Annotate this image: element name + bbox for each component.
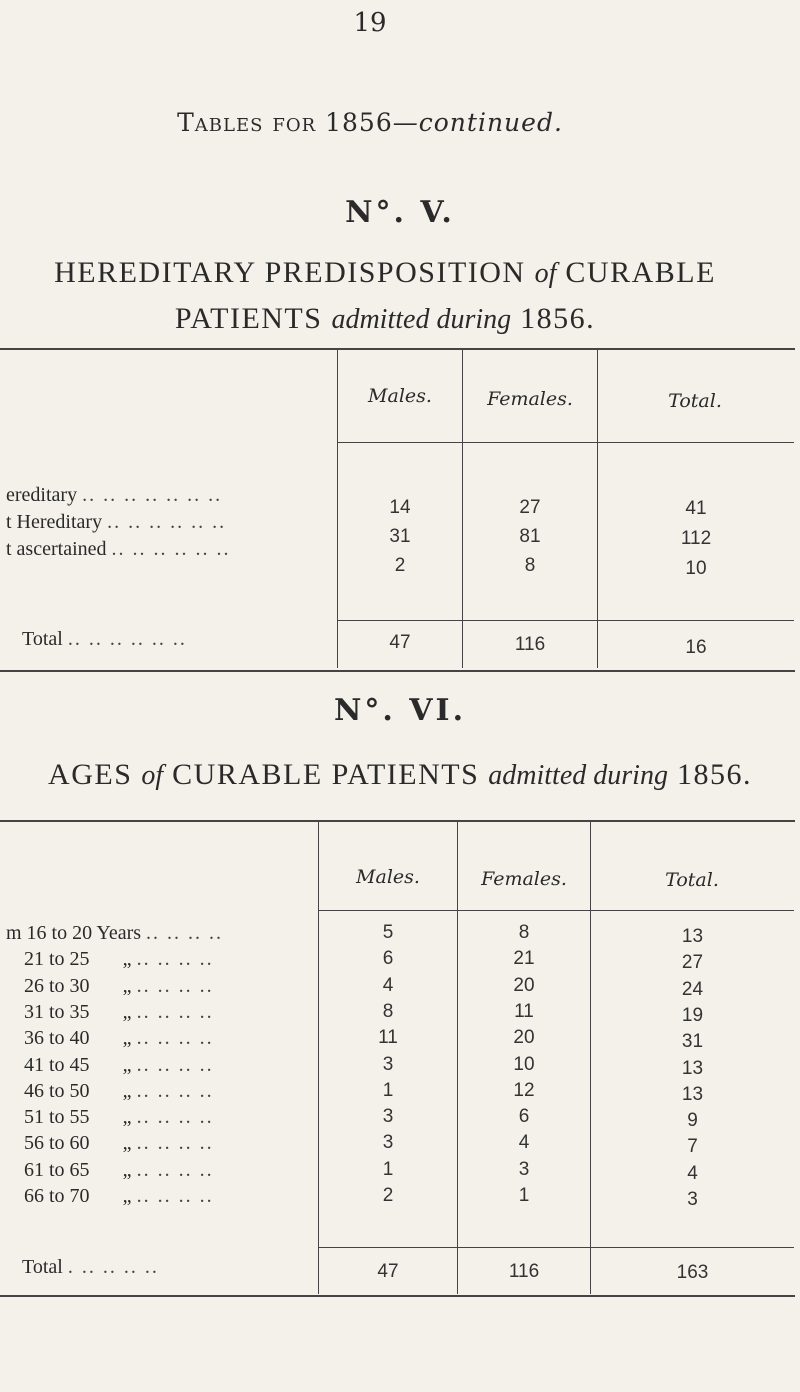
table6-cell: 4 xyxy=(518,1132,530,1154)
table6-title xyxy=(0,758,800,792)
table5-title-line1 xyxy=(0,256,770,290)
row-label-text: t ascertained xyxy=(6,538,107,560)
table5-cell: 81 xyxy=(519,526,541,547)
ditto-mark: „ xyxy=(122,948,132,971)
table6-title-of: of xyxy=(141,760,164,791)
table5-cell: 31 xyxy=(389,526,411,547)
row-label-text: m 16 to 20 Years xyxy=(6,922,142,944)
table5-cell: 8 xyxy=(524,555,536,576)
table6-total-cell: 116 xyxy=(508,1261,540,1282)
ditto-mark: „ xyxy=(122,1027,132,1050)
table6-cell: 9 xyxy=(687,1110,698,1132)
leader-dots: .. .. .. .. xyxy=(136,1185,214,1207)
row-label-text: 46 to 50 xyxy=(24,1079,90,1102)
table6-title-d: 1856. xyxy=(676,758,752,791)
leader-dots: .. .. .. .. xyxy=(136,1106,214,1129)
table5-cell: 27 xyxy=(519,497,541,518)
table6-cell: 2 xyxy=(382,1185,394,1206)
table6-bottom-rule xyxy=(0,1295,795,1297)
table6-cell: 20 xyxy=(513,974,535,996)
leader-dots: .. .. .. .. xyxy=(136,1027,214,1050)
table6-total-label xyxy=(22,1256,159,1279)
table5-title-a: HEREDITARY PREDISPOSITION xyxy=(54,256,526,289)
ditto-mark: „ xyxy=(122,1079,132,1102)
table6-row-label xyxy=(24,1159,214,1182)
table6-cell: 5 xyxy=(382,922,394,943)
table6-cell: 10 xyxy=(513,1053,535,1075)
table6-cell: 12 xyxy=(513,1079,535,1101)
table6-row-label xyxy=(24,948,214,971)
ditto-mark: „ xyxy=(122,1185,132,1207)
leader-dots: .. .. .. .. xyxy=(136,948,214,971)
table5-cell: 2 xyxy=(394,555,406,576)
table5-number: N°. V. xyxy=(345,195,455,230)
running-head-prefix: Tables for xyxy=(177,108,317,137)
table6-cell: 1 xyxy=(382,1158,394,1180)
row-label-text: ereditary xyxy=(6,484,78,506)
leader-dots: .. .. .. .. xyxy=(136,1000,214,1023)
ditto-mark: „ xyxy=(122,974,132,997)
table6-cell: 27 xyxy=(681,952,704,974)
table5-title-c: PATIENTS xyxy=(174,302,323,335)
table6-title-b: CURABLE PATIENTS xyxy=(172,758,480,791)
table6-cell: 4 xyxy=(382,974,394,996)
table5-header-rule xyxy=(338,442,794,443)
table6-cell: 1 xyxy=(518,1185,530,1206)
leader-dots: .. .. .. .. xyxy=(136,974,214,997)
running-head-suffix: —continued. xyxy=(392,108,563,137)
row-label-text: 56 to 60 xyxy=(24,1132,90,1155)
table5-col-males: Males. xyxy=(368,385,432,407)
table5-cell: 10 xyxy=(685,558,707,579)
table5-cell: 41 xyxy=(685,498,707,519)
table6-cell: 6 xyxy=(518,1106,530,1128)
table5-total-cell: 16 xyxy=(685,637,707,658)
table6-cell: 31 xyxy=(681,1031,704,1053)
row-label-text: 26 to 30 xyxy=(24,974,90,997)
table6-col-total: Total. xyxy=(665,869,719,891)
table5-row-label xyxy=(6,484,222,507)
table6-cell: 1 xyxy=(382,1079,394,1101)
table5-total-label xyxy=(22,628,187,651)
table6-cell: 19 xyxy=(681,1004,704,1026)
table6-cell: 11 xyxy=(378,1027,398,1049)
row-label-text: 51 to 55 xyxy=(24,1106,90,1129)
table6-cell: 6 xyxy=(382,948,394,970)
table5-total-cell: 116 xyxy=(514,634,546,655)
table5-col-total: Total. xyxy=(668,390,722,412)
page-number: 19 xyxy=(353,8,387,38)
table6-cell: 21 xyxy=(513,948,535,970)
table6-title-c: admitted during xyxy=(488,760,668,791)
table6-row-label xyxy=(24,1185,214,1208)
table6-row-label xyxy=(24,1001,214,1024)
row-label-text: 31 to 35 xyxy=(24,1000,90,1023)
table5-total-cell: 47 xyxy=(389,632,411,653)
row-label-text: 61 to 65 xyxy=(24,1158,90,1181)
leader-dots: .. .. .. .. .. .. xyxy=(107,511,227,533)
table6-total-cell: 163 xyxy=(676,1262,709,1283)
table6-cell: 20 xyxy=(513,1027,535,1049)
table6-cell: 4 xyxy=(687,1162,698,1184)
table6-cell: 13 xyxy=(681,926,704,947)
leader-dots: .. .. .. .. .. .. xyxy=(67,628,187,650)
table6-total-cell: 47 xyxy=(377,1261,399,1282)
leader-dots: .. .. .. .. .. .. .. xyxy=(82,484,223,506)
table5-row-label xyxy=(6,538,231,561)
table6-row-label xyxy=(24,1132,214,1155)
table5-cell: 112 xyxy=(680,528,712,549)
table6-cell: 8 xyxy=(382,1000,394,1022)
row-label-text: 41 to 45 xyxy=(24,1053,90,1076)
table5-bottom-rule xyxy=(0,670,795,672)
running-head-year: 1856 xyxy=(325,108,393,137)
total-label-text: Total xyxy=(22,628,63,650)
table6-row-label xyxy=(24,975,214,998)
row-label-text: 36 to 40 xyxy=(24,1027,90,1050)
leader-dots: .. .. .. .. xyxy=(146,922,224,944)
ditto-mark: „ xyxy=(122,1158,132,1181)
leader-dots: .. .. .. .. xyxy=(136,1079,214,1102)
table6-number: N°. VI. xyxy=(333,693,467,728)
table6-cell: 3 xyxy=(382,1106,394,1128)
table6-row-label xyxy=(24,1080,214,1103)
table5-title-d: admitted during xyxy=(331,304,512,335)
table6-cell: 13 xyxy=(681,1083,704,1105)
table6-cell: 3 xyxy=(518,1158,530,1180)
table5-top-rule xyxy=(0,348,795,350)
leader-dots: .. .. .. .. .. .. xyxy=(111,538,231,560)
table5-col-females: Females. xyxy=(487,388,573,410)
leader-dots: .. .. .. .. xyxy=(136,1132,214,1155)
table6-row-label xyxy=(24,1027,214,1050)
row-label-text: 66 to 70 xyxy=(24,1185,90,1207)
table6-row-label xyxy=(24,1106,214,1129)
table6-cell: 7 xyxy=(687,1136,698,1158)
table5-title-b: CURABLE xyxy=(565,256,716,289)
table5-title-line2 xyxy=(0,302,770,336)
table5-cell: 14 xyxy=(389,497,411,518)
table5-row-label xyxy=(6,511,226,534)
table6-title-a: AGES xyxy=(48,758,133,791)
table6-row-label xyxy=(24,1054,214,1077)
table6-cell: 3 xyxy=(382,1132,394,1154)
table6-col-females: Females. xyxy=(481,868,567,890)
table5-title-e: 1856. xyxy=(520,302,596,335)
table6-total-rule xyxy=(319,1247,794,1248)
table6-header-rule xyxy=(319,910,794,911)
table6-cell: 3 xyxy=(687,1189,698,1210)
table5-total-rule xyxy=(338,620,794,621)
table6-cell: 3 xyxy=(382,1053,394,1075)
leader-dots: . .. .. .. .. xyxy=(67,1256,159,1278)
table6-row-label xyxy=(6,922,223,945)
ditto-mark: „ xyxy=(122,1000,132,1023)
row-label-text: 21 to 25 xyxy=(24,948,90,971)
running-head xyxy=(0,108,740,137)
table6-cell: 13 xyxy=(681,1057,704,1079)
table6-cell: 8 xyxy=(518,922,530,943)
ditto-mark: „ xyxy=(122,1106,132,1129)
total-label-text: Total xyxy=(22,1256,63,1278)
table5-title-of: of xyxy=(534,258,557,289)
ditto-mark: „ xyxy=(122,1132,132,1155)
leader-dots: .. .. .. .. xyxy=(136,1158,214,1181)
table6-cell: 24 xyxy=(681,978,704,1000)
table6-top-rule xyxy=(0,820,795,822)
leader-dots: .. .. .. .. xyxy=(136,1053,214,1076)
table6-cell: 11 xyxy=(514,1000,534,1022)
table6-col-males: Males. xyxy=(356,866,420,888)
ditto-mark: „ xyxy=(122,1053,132,1076)
row-label-text: t Hereditary xyxy=(6,511,103,533)
